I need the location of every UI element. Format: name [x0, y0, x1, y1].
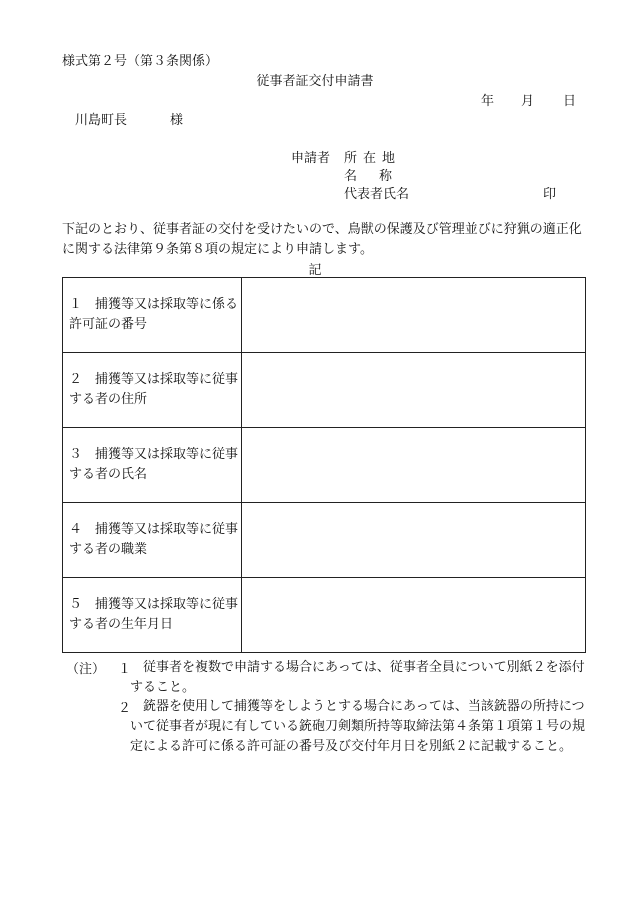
- item-value-field[interactable]: [242, 503, 586, 578]
- name-label: 名称: [344, 169, 415, 184]
- applicant-label: 申請者: [291, 151, 331, 166]
- note-text: 従事者を複数で申請する場合にあっては、従事者全員について別紙２を添付すること。: [130, 660, 585, 695]
- item-label: ５ 捕獲等又は採取等に従事する者の生年月日: [63, 578, 242, 653]
- note-number: １: [118, 662, 132, 677]
- application-items-table: [62, 277, 586, 653]
- table-row: [63, 578, 586, 653]
- date-month-label: 月: [521, 94, 535, 109]
- note-marker: （注）: [66, 662, 106, 677]
- item-value-field[interactable]: [242, 428, 586, 503]
- ki-heading: 記: [308, 263, 322, 278]
- table-row: [63, 428, 586, 503]
- table-row: [63, 278, 586, 353]
- item-label: ３ 捕獲等又は採取等に従事する者の氏名: [63, 428, 242, 503]
- representative-name-label: 代表者氏名: [344, 187, 410, 202]
- item-value-field[interactable]: [242, 578, 586, 653]
- item-label: ４ 捕獲等又は採取等に従事する者の職業: [63, 503, 242, 578]
- table-row: [63, 503, 586, 578]
- item-label: １ 捕獲等又は採取等に係る許可証の番号: [63, 278, 242, 353]
- form-number: 様式第２号（第３条関係）: [62, 54, 219, 69]
- table-row: [63, 353, 586, 428]
- item-label: ２ 捕獲等又は採取等に従事する者の住所: [63, 353, 242, 428]
- date-day-label: 日: [563, 94, 577, 109]
- item-value-field[interactable]: [242, 353, 586, 428]
- seal-label: 印: [543, 187, 557, 202]
- item-value-field[interactable]: [242, 278, 586, 353]
- addressee-name: 川島町長: [75, 113, 128, 128]
- address-label: 所在地: [344, 151, 402, 166]
- addressee-honorific: 様: [170, 113, 184, 128]
- application-statement: 下記のとおり、従事者証の交付を受けたいので、鳥獣の保護及び管理並びに狩猟の適正化に関する法律第９条第８項の規定により申請します。: [62, 222, 582, 257]
- note-text: 銃器を使用して捕獲等をしようとする場合にあっては、当該銃器の所持について従事者が現に有している銃砲刀剣類所持等取締法第４条第１項第１号の規定による許可に係る許可証の番号及び交付年月日を別紙２に記載すること。: [130, 699, 586, 754]
- note-number: ２: [118, 701, 132, 716]
- document-title: 従事者証交付申請書: [256, 74, 374, 89]
- date-year-label: 年: [481, 94, 495, 109]
